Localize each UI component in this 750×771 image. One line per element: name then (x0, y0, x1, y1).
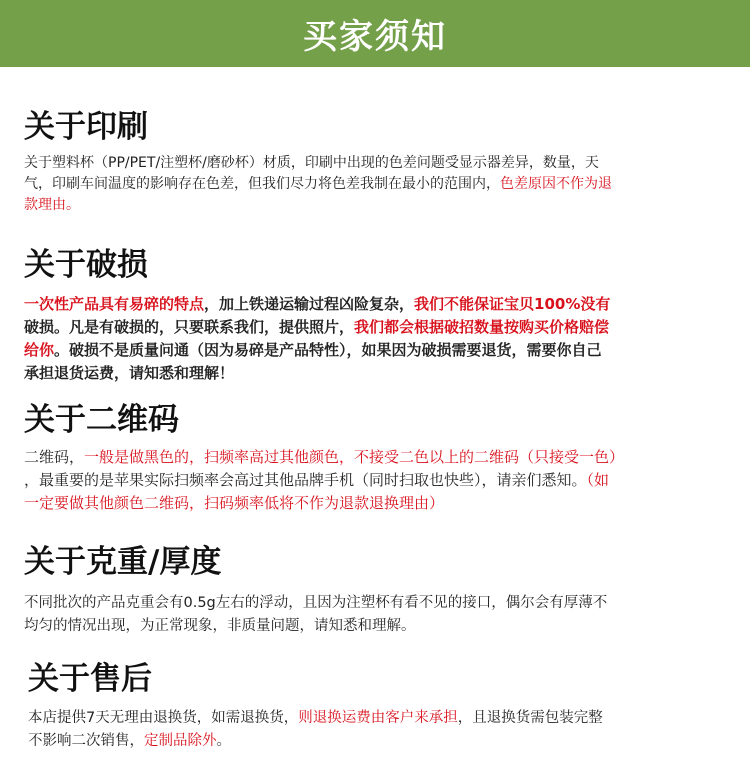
paragraph-damage (0, 293, 750, 385)
qrcode-line-1-text: 二维码， (24, 448, 85, 466)
aftersale-line-2-text-2: 。 (216, 733, 231, 749)
damage-line-4-text: 承担退货运费，请知悉和理解！ (24, 364, 235, 382)
paragraph-qrcode (0, 446, 750, 515)
damage-line-1-text: ，加上铁递运输过程凶险复杂， (204, 295, 415, 313)
printing-line-2-highlight: 色差原因不作为退 (500, 176, 612, 192)
section-qrcode (0, 400, 750, 515)
paragraph-printing (0, 153, 750, 216)
aftersale-line-1-text: 本店提供7天无理由退换货，如需退换货， (28, 710, 299, 726)
heading-damage: 关于破损 (24, 247, 148, 283)
damage-line-2-text: 破损。凡是有破损的，只要联系我们，提供照片， (24, 318, 355, 336)
section-printing (0, 107, 750, 216)
qrcode-line-2-highlight: （如 (586, 471, 610, 489)
damage-line-1-highlight: 一次性产品具有易碎的特点 (24, 295, 205, 313)
weight-line-2: 均匀的情况出现，为正常现象，非质量问题，请知悉和理解。 (24, 618, 416, 634)
heading-printing: 关于印刷 (24, 109, 148, 145)
qrcode-line-3-highlight: 一定要做其他颜色二维码，扫码频率低将不作为退款退换理由） (24, 494, 445, 512)
aftersale-line-2-highlight: 定制品除外 (144, 733, 217, 749)
section-weight (0, 542, 750, 638)
damage-line-1-highlight-2: 我们不能保证宝贝100%没有 (414, 295, 611, 313)
damage-line-2-highlight: 我们都会根据破招数量按购买价格赔偿 (354, 318, 610, 336)
title-banner (0, 0, 750, 67)
page-title: 买家须知 (303, 17, 447, 57)
section-damage (0, 245, 750, 385)
section-aftersale (0, 659, 750, 753)
weight-line-1: 不同批次的产品克重会有0.5g左右的浮动，且因为注塑杯有看不见的接口，偶尔会有厚薄不 (24, 595, 608, 611)
printing-line-2: 气，印刷车间温度的影响存在色差，但我们尽力将色差我制在最小的范围内， (24, 176, 500, 192)
damage-line-3-highlight: 给你 (24, 341, 55, 359)
qrcode-line-1-highlight: 一般是做黑色的，扫频率高过其他颜色，不接受二色以上的二维码（只接受一色） (84, 448, 625, 466)
aftersale-line-2-text: 不影响二次销售， (28, 733, 144, 749)
damage-line-3-text: 。破损不是质量问通（因为易碎是产品特性），如果因为破损需要退货，需要你自己 (54, 341, 602, 359)
heading-aftersale: 关于售后 (28, 661, 152, 697)
qrcode-line-2-text: ，最重要的是苹果实际扫频率会高过其他品牌手机（同时扫取也快些），请亲们悉知。 (24, 471, 587, 489)
printing-line-1: 关于塑料杯（PP/PET/注塑杯/磨砂杯）材质，印刷中出现的色差问题受显示器差异，数量，天 (24, 155, 599, 171)
printing-line-3-highlight: 款理由。 (24, 197, 80, 213)
paragraph-aftersale (0, 707, 750, 753)
heading-qrcode: 关于二维码 (24, 402, 179, 438)
paragraph-weight (0, 592, 750, 638)
aftersale-line-1-text-2: ，且退换货需包装完整 (457, 710, 603, 726)
heading-weight: 关于克重/厚度 (24, 544, 222, 580)
aftersale-line-1-highlight: 则退换运费由客户来承担 (298, 710, 458, 726)
